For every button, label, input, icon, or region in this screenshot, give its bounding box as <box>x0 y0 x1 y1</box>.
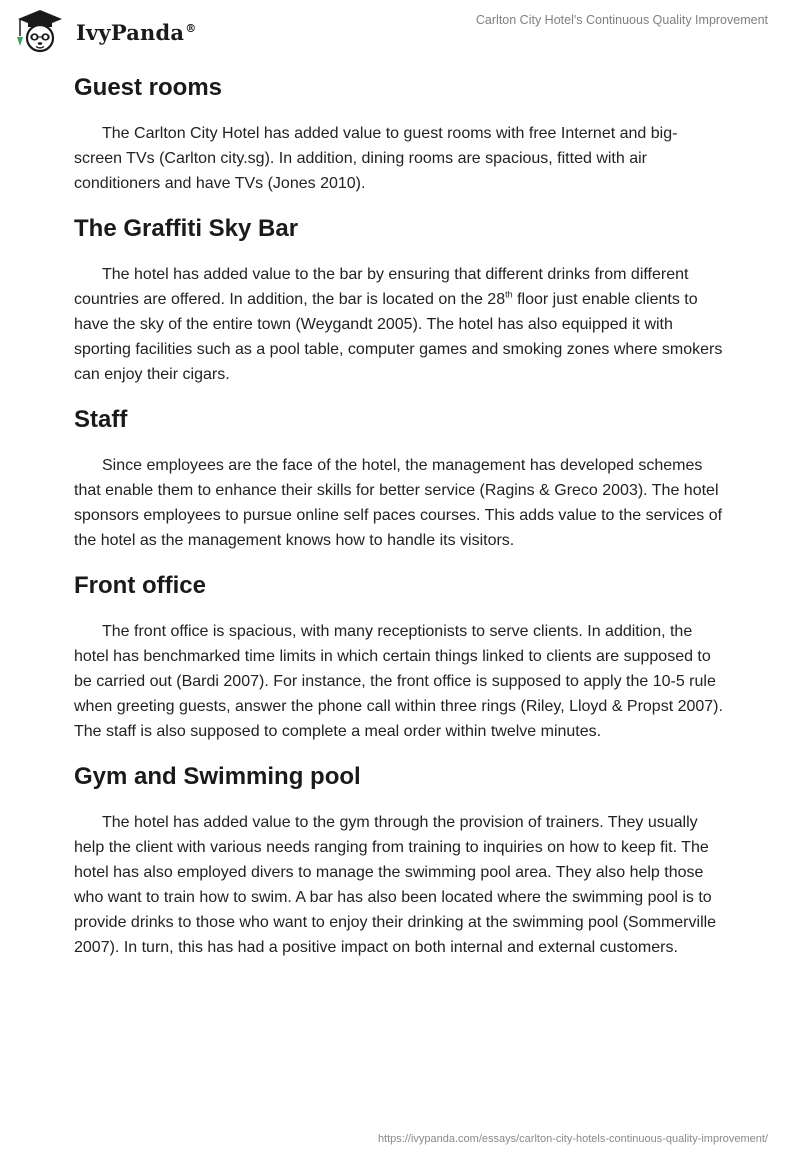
essay-body <box>74 70 724 960</box>
brand-name: IvyPanda® <box>76 19 197 45</box>
section-paragraph: The front office is spacious, with many receptionists to serve clients. In addition, the hotel has benchmarked time limits in which certain things linked to clients are supposed to be carried out (Bardi 2007). For instance, the front office is supposed to apply the 10-5 rule when greeting guests, answer the phone call within three rings (Riley, Lloyd & Propst 2007). The staff is also supposed to complete a meal order within twelve minutes. <box>74 623 723 740</box>
ordinal-suffix: th <box>505 289 513 300</box>
section-heading: Front office <box>74 572 206 599</box>
section-paragraph: Since employees are the face of the hotel, the management has developed schemes that enable them to enhance their skills for better service (Ragins & Greco 2003). The hotel sponsors employees to pursue online self paces courses. This adds value to the services of the hotel as the management knows how to handle its visitors. <box>74 457 723 549</box>
registered-mark: ® <box>185 21 197 35</box>
section-paragraph: The hotel has added value to the gym through the provision of trainers. They usually help the client with various needs ranging from training to inquiries on how to keep fit. The hotel has also employed divers to manage the swimming pool area. They also help those who want to train how to swim. A bar has also been located where the swimming pool is to provide drinks to those who want to enjoy their drinking at the swimming pool (Sommerville 2007). In turn, this has had a positive impact on both internal and external customers. <box>74 814 717 956</box>
section-guest-rooms <box>74 70 724 196</box>
section-graffiti-sky-bar <box>74 211 724 387</box>
section-front-office <box>74 568 724 744</box>
section-gym-swimming-pool <box>74 759 724 960</box>
section-heading: Staff <box>74 406 128 433</box>
page-header <box>0 0 800 60</box>
section-heading: Guest rooms <box>74 74 223 101</box>
source-url[interactable]: https://ivypanda.com/essays/carlton-city-hotels-continuous-quality-improvement/ <box>377 1133 768 1145</box>
panda-graduate-icon <box>15 6 65 56</box>
ivypanda-logo[interactable] <box>15 6 196 56</box>
section-paragraph: The Carlton City Hotel has added value to guest rooms with free Internet and big-screen TVs (Carlton city.sg). In addition, dining rooms are spacious, fitted with air conditioners and have TVs (Jones 2010). <box>74 125 678 192</box>
section-paragraph: The hotel has added value to the bar by ensuring that different drinks from different countries are offered. In addition, the bar is located on the 28th floor just enable clients to have the sky of the entire town (Weygandt 2005). The hotel has also equipped it with sporting facilities such as a pool table, computer games and smoking zones where smokers can enjoy their cigars. <box>74 266 723 383</box>
document-title: Carlton City Hotel's Continuous Quality Improvement <box>475 13 768 27</box>
section-heading: Gym and Swimming pool <box>74 763 361 790</box>
section-heading: The Graffiti Sky Bar <box>74 215 299 242</box>
section-staff <box>74 402 724 553</box>
